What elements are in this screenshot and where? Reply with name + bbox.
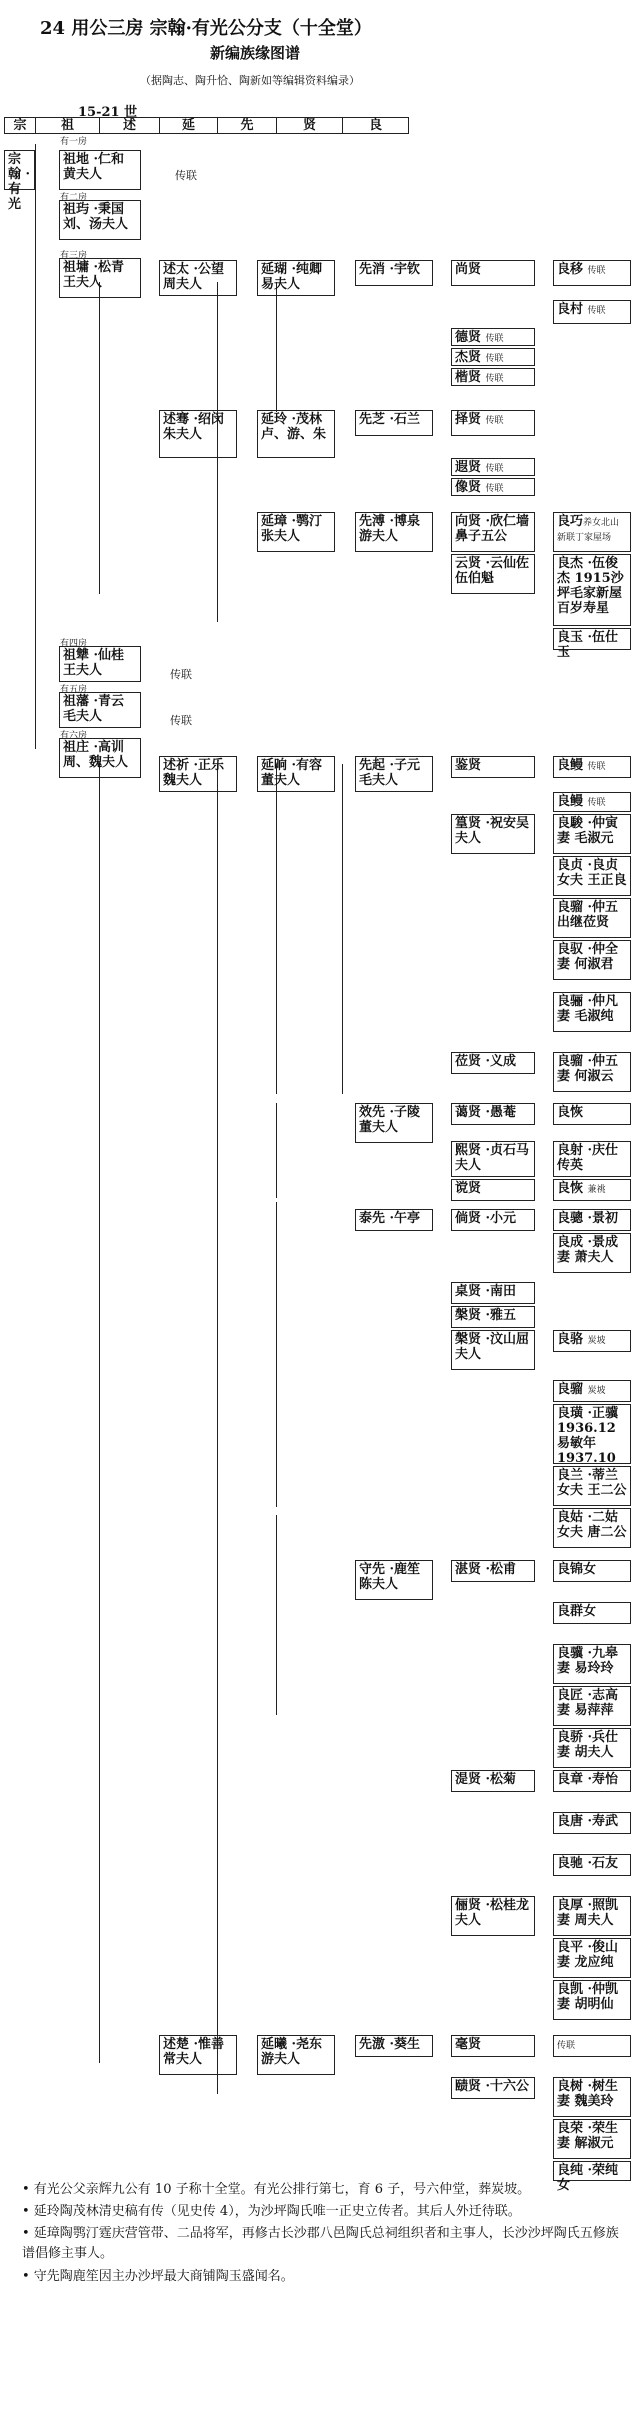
person-l36: 良荣 ·荣生妻 解淑元 <box>553 2119 631 2159</box>
person-l12: 良骊 ·仲凡妻 毛淑纯 <box>553 992 631 1032</box>
footer-note: • 守先陶鹿笙因主办沙坪最大商铺陶玉盛闻名。 <box>22 2268 294 2284</box>
person-l25: 良群女 <box>553 1602 631 1624</box>
person-h20: 湛贤 ·松甫 <box>451 1560 535 1582</box>
person-l13: 良骝 ·仲五妻 何淑云 <box>553 1052 631 1092</box>
person-g4: 祖犨 ·仙桂王夫人 <box>59 646 141 682</box>
person-l30: 良唐 ·寿武 <box>553 1812 631 1834</box>
person-x3a: 先消 ·宇钦 <box>355 260 433 286</box>
person-y6b: 延曦 ·尧东游夫人 <box>257 2035 335 2075</box>
branch-label: 有六房 <box>60 731 88 741</box>
person-g5: 祖藩 ·青云毛夫人 <box>59 692 141 728</box>
person-h3: 杰贤 传联 <box>451 348 535 366</box>
person-l20: 良骝 炭坡 <box>553 1380 631 1402</box>
person-l32: 良厚 ·照凯妻 周夫人 <box>553 1896 631 1936</box>
person-y6a: 延晌 ·有容董夫人 <box>257 756 335 792</box>
person-l22: 良兰 ·蒂兰女夫 王二公 <box>553 1466 631 1506</box>
person-l35: 良树 ·树生妻 魏美玲 <box>553 2077 631 2117</box>
person-x6e: 先滶 ·葵生 <box>355 2035 433 2057</box>
footer-note: • 有光公父亲辉九公有 10 子称十全堂。有光公排行第七，育 6 子，号六仲堂，葬炭坡。 <box>22 2182 531 2197</box>
person-s3a: 述太 ·公望周夫人 <box>159 260 237 296</box>
person-h6: 遐贤 传联 <box>451 458 535 476</box>
person-x6c: 泰先 ·午亭 <box>355 1209 433 1231</box>
page-title: 24 用公三房 宗翰·有光公分支（十全堂） <box>40 18 372 39</box>
page-subtitle: 新编族缘图谱 <box>210 44 301 62</box>
person-l37: 良纯 ·荣纯女 <box>553 2161 631 2181</box>
person-l14: 良恢 <box>553 1103 631 1125</box>
person-h18: 槃贤 ·雅五 <box>451 1306 535 1328</box>
person-l17: 良骢 ·景初 <box>553 1209 631 1231</box>
person-h24: 赜贤 ·十六公 <box>451 2077 535 2099</box>
person-h17: 桌贤 ·南田 <box>451 1282 535 1304</box>
person-x6b: 效先 ·子陵董夫人 <box>355 1103 433 1143</box>
person-l34: 良凯 ·仲凯妻 胡明仙 <box>553 1980 631 2020</box>
person-x3b: 先芝 ·石兰 <box>355 410 433 436</box>
person-l3: 良巧养女北山新联丁家屋场 <box>553 512 631 552</box>
person-h16: 倘贤 ·小元 <box>451 1209 535 1231</box>
person-l7: 良鳗 传联 <box>553 792 631 812</box>
branch-label: 有三房 <box>60 251 88 261</box>
person-h8: 向贤 ·欣仁墙鼻子五公 <box>451 512 535 552</box>
col-xian2: 贤 <box>276 117 342 134</box>
person-g1: 祖地 ·仁和黄夫人 <box>59 150 141 190</box>
person-root: 宗翰 ·有光 <box>4 150 35 190</box>
generation-label: 15-21 世 <box>78 105 138 120</box>
person-l29: 良章 ·寿怡 <box>553 1770 631 1792</box>
person-h1: 尚贤 <box>451 260 535 286</box>
person-l5: 良玉 ·伍仕玉 <box>553 628 631 650</box>
person-h15: 谠贤 <box>451 1179 535 1201</box>
person-s6b: 述楚 ·惟善常夫人 <box>159 2035 237 2075</box>
person-h23: 毫贤 <box>451 2035 535 2057</box>
person-l28: 良骄 ·兵仕妻 胡夫人 <box>553 1728 631 1768</box>
person-y3b: 延玲 ·茂林卢、游、朱 <box>257 410 335 458</box>
person-h14: 熙贤 ·贞石马夫人 <box>451 1141 535 1177</box>
person-h19: 槃贤 ·汶山屈夫人 <box>451 1330 535 1370</box>
remark: 传联 <box>175 169 197 182</box>
person-g3: 祖墉 ·松青王夫人 <box>59 258 141 298</box>
branch-label: 有五房 <box>60 685 88 695</box>
person-x6a: 先起 ·子元毛夫人 <box>355 756 433 792</box>
person-s3b: 述骞 ·绍闵朱夫人 <box>159 410 237 458</box>
person-l21: 良璜 ·正骥 1936.12 易敏年 1937.10 <box>553 1404 631 1464</box>
person-y3c: 延璋 ·鹗汀张夫人 <box>257 512 335 552</box>
person-s6a: 述祈 ·正乐魏夫人 <box>159 756 237 792</box>
person-h2: 德贤 传联 <box>451 328 535 346</box>
person-h10: 鉴贤 <box>451 756 535 778</box>
person-l10: 良骝 ·仲五出继莅贤 <box>553 898 631 938</box>
person-l4: 良杰 ·伍俊杰 1915沙坪毛家新屋百岁寿星 <box>553 554 631 626</box>
person-l26: 良骥 ·九皋妻 易玲玲 <box>553 1644 631 1684</box>
person-l8: 良駿 ·仲寅妻 毛淑元 <box>553 814 631 854</box>
person-l23: 良姑 ·二姑女夫 唐二公 <box>553 1508 631 1548</box>
person-l31: 良驰 ·石友 <box>553 1854 631 1876</box>
person-h5: 择贤 传联 <box>451 410 535 436</box>
person-h12: 莅贤 ·义成 <box>451 1052 535 1074</box>
col-liang: 良 <box>342 117 409 134</box>
source-note: （据陶志、陶升恰、陶新如等编辑资料编录） <box>140 74 360 87</box>
col-shu: 述 <box>99 117 159 134</box>
footer-notes <box>22 2180 622 2289</box>
person-h22: 俪贤 ·松桂龙夫人 <box>451 1896 535 1936</box>
person-h11: 篁贤 ·祝安吴夫人 <box>451 814 535 854</box>
person-remark: 传联 <box>553 2035 631 2057</box>
person-h4: 楷贤 传联 <box>451 368 535 386</box>
person-l18: 良成 ·景成妻 萧夫人 <box>553 1233 631 1273</box>
branch-label: 有一房 <box>60 137 88 147</box>
person-l9: 良贞 ·良贞女夫 王正良 <box>553 856 631 896</box>
person-l15: 良射 ·庆仕传英 <box>553 1141 631 1177</box>
col-zong: 宗 <box>4 117 35 134</box>
col-xian: 先 <box>217 117 276 134</box>
branch-label: 有四房 <box>60 639 88 649</box>
person-l19: 良骆 炭坡 <box>553 1330 631 1352</box>
col-yan: 延 <box>159 117 217 134</box>
person-l27: 良匠 ·志高妻 易萍萍 <box>553 1686 631 1726</box>
person-h7: 像贤 传联 <box>451 478 535 496</box>
person-l2: 良村 传联 <box>553 300 631 324</box>
remark: 传联 <box>170 714 192 727</box>
person-h9: 云贤 ·云仙佐伍伯魁 <box>451 554 535 594</box>
person-l1: 良移 传联 <box>553 260 631 286</box>
person-l11: 良驭 ·仲全妻 何淑君 <box>553 940 631 980</box>
person-y3a: 延瑚 ·纯卿易夫人 <box>257 260 335 296</box>
person-l6: 良鳗 传联 <box>553 756 631 778</box>
branch-label: 有二房 <box>60 193 88 203</box>
person-g6: 祖庄 ·高训周、魏夫人 <box>59 738 141 778</box>
person-x6d: 守先 ·鹿笙陈夫人 <box>355 1560 433 1600</box>
person-l33: 良平 ·俊山妻 龙应纯 <box>553 1938 631 1978</box>
person-x3c: 先溥 ·博泉游夫人 <box>355 512 433 552</box>
person-l16: 良恢 兼祧 <box>553 1179 631 1201</box>
remark: 传联 <box>170 668 192 681</box>
person-h13: 蔼贤 ·愚菴 <box>451 1103 535 1125</box>
footer-note: • 延璋陶鹗汀霆庆营管带、二品将军，再修古长沙郡八邑陶氏总祠组织者和主事人，长沙沙坪陶氏五修族谱倡修主事人。 <box>22 2226 619 2262</box>
col-zu: 祖 <box>35 117 99 134</box>
person-h21: 湜贤 ·松菊 <box>451 1770 535 1792</box>
person-l24: 良锦女 <box>553 1560 631 1582</box>
footer-note: • 延玲陶茂林清史稿有传（见史传 4），为沙坪陶氏唯一正史立传者。其后人外迁待联。 <box>22 2204 521 2220</box>
person-g2: 祖玙 ·秉国刘、汤夫人 <box>59 200 141 240</box>
